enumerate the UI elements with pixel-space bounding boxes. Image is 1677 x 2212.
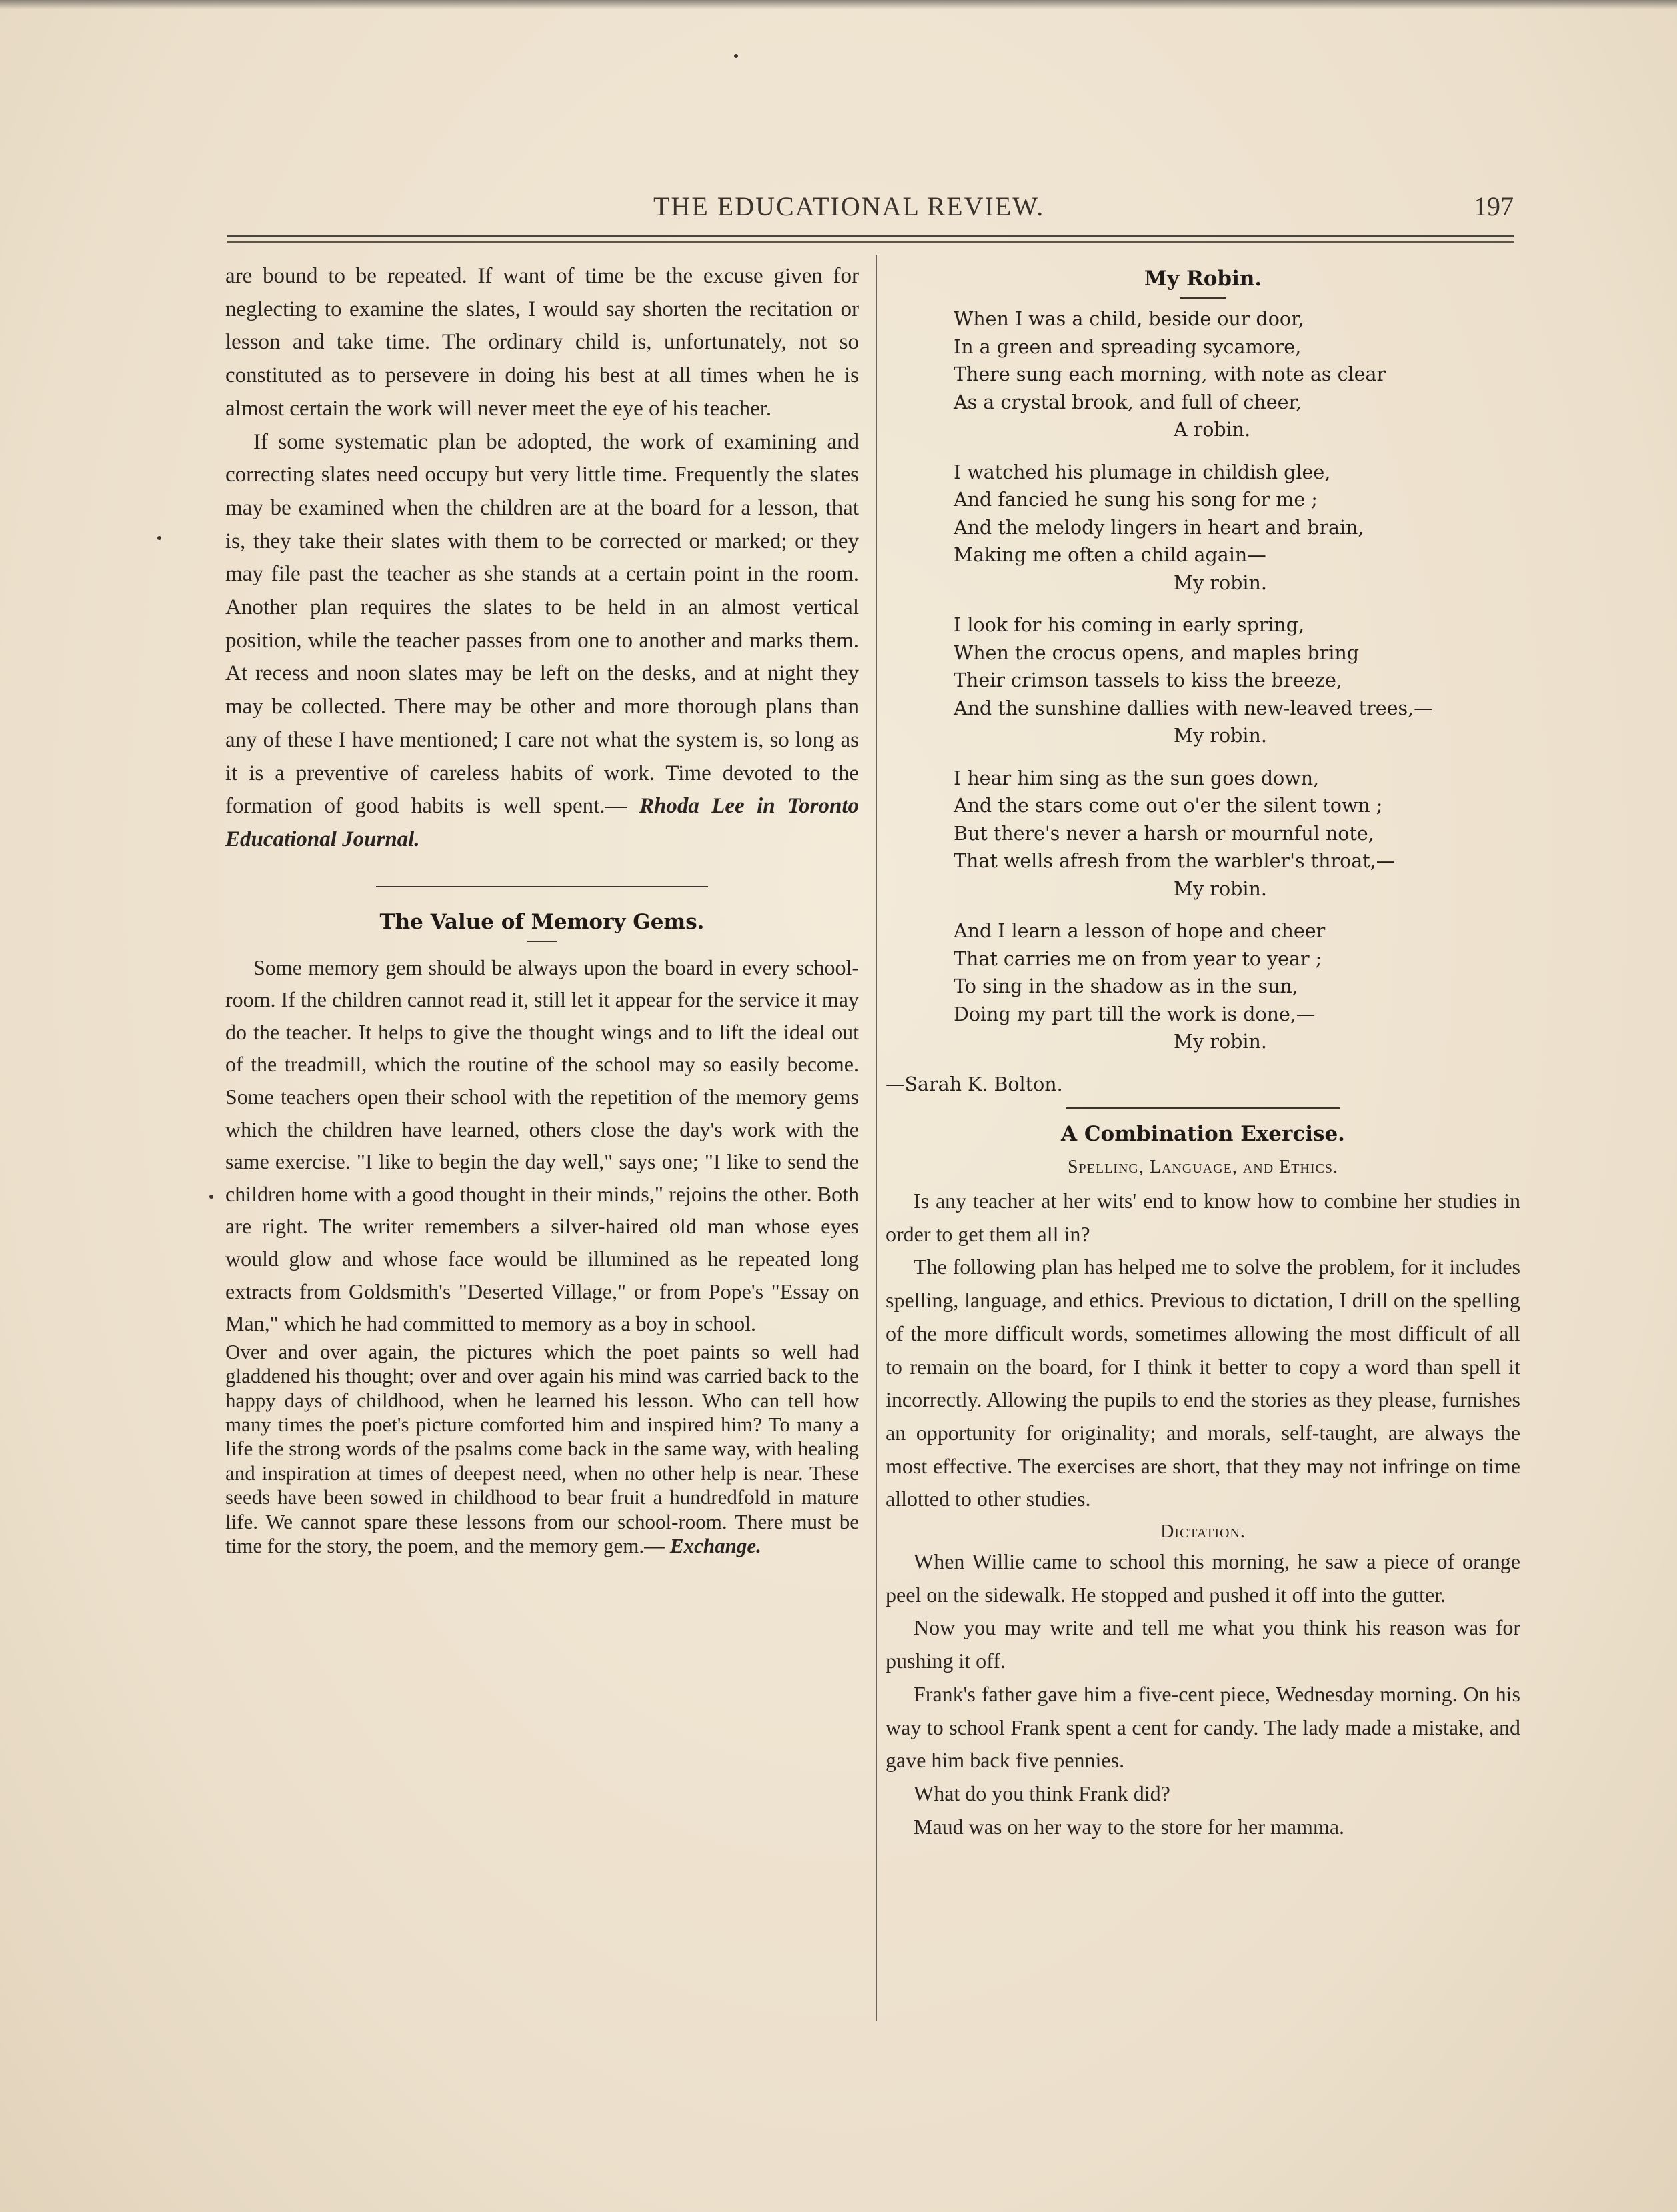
poem-line: And fancied he sung his song for me ; — [954, 489, 1318, 511]
poem-stanza — [954, 305, 1520, 444]
poem-line: When the crocus opens, and maples bring — [954, 641, 1359, 664]
paragraph-text: Over and over again, the pictures which the poet paints so well had gladdened his thought; over and over again his mind was carried back to the happy days of childhood, when he learned his lesson. Who can tell how many times the poet's picture comforted him and inspired him? To many a life the strong words of the psalms come back in the same way, with healing and inspiration at times of deepest need, when no other help is near. These seeds have been sowed in childhood to bear fruit a hundredfold in mature life. We cannot spare these lessons from our school-room. There must be time for the story, the poem, and the memory gem.— — [225, 1339, 859, 1558]
article-separator — [376, 886, 708, 887]
poem-line: To sing in the shadow as in the sun, — [954, 975, 1298, 997]
title-underline — [527, 941, 557, 942]
title-underline — [1180, 297, 1226, 299]
paragraph: The following plan has helped me to solve the problem, for it includes spelling, language, and ethics. Previous to dictation, I drill on the spelling of the more difficult words, sometimes allowing the most difficult of all to remain on the board, for I think it better to copy a word than spell it incorrectly. Allowing the pupils to end the stories as they please, furnishes an opportunity for originality; and morals, self-taught, are always the most effective. The exercises are short, that they may not infringe on time allotted to other studies. — [886, 1255, 1520, 1511]
poem-refrain: A robin. — [1174, 419, 1251, 441]
ink-speck — [734, 54, 738, 58]
poem-line: And the melody lingers in heart and brain, — [954, 516, 1364, 539]
poem-stanza — [954, 917, 1520, 1056]
exercise-subtitle: Spelling, Language, and Ethics. — [1067, 1157, 1339, 1177]
poem-refrain: My robin. — [1174, 877, 1267, 900]
paragraph: What do you think Frank did? — [914, 1781, 1170, 1805]
paragraph: Some memory gem should be always upon the board in every school-room. If the children cannot read it, still let it appear for the service it may do the teacher. It helps to give the thought wings and to lift the ideal out of the treadmill, which the routine of the school may so easily become. Some teachers open their school with the repetition of the memory gems which the children have learned, others close the day's work with the same exercise. "I like to begin the day well," says one; "I like to send the children home with a good thought in their minds," rejoins the other. Both are right. The writer remembers a silver-haired old man whose eyes would glow and whose face would be illumined as he repeated long extracts from Goldsmith's "Deserted Village," or from Pope's "Essay on Man," which he had committed to memory as a boy in school. — [225, 955, 859, 1336]
header-rule-top — [227, 235, 1514, 237]
citation: Exchange. — [669, 1534, 761, 1558]
poem-line: I watched his plumage in childish glee, — [954, 461, 1331, 483]
poem-line: Making me often a child again— — [954, 544, 1266, 566]
poem-line: That carries me on from year to year ; — [954, 947, 1322, 970]
paragraph — [225, 426, 859, 857]
poem-line: I hear him sing as the sun goes down, — [954, 767, 1320, 789]
article-title: The Value of Memory Gems. — [379, 909, 705, 934]
poem-line: As a crystal brook, and full of cheer, — [954, 391, 1302, 413]
combination-exercise — [886, 1185, 1520, 1843]
poem-line: There sung each morning, with note as clear — [954, 363, 1386, 385]
poem — [886, 305, 1520, 1056]
poem-refrain: My robin. — [1174, 571, 1267, 594]
ink-speck — [157, 536, 161, 540]
running-title: THE EDUCATIONAL REVIEW. — [653, 191, 1045, 221]
poem-line: In a green and spreading sycamore, — [954, 335, 1302, 358]
citation: Rhoda Lee in Toronto Educational Journal. — [225, 794, 859, 851]
poem-line: But there's never a harsh or mournful note, — [954, 822, 1374, 845]
poem-refrain: My robin. — [1174, 725, 1267, 747]
poem-author: —Sarah K. Bolton. — [886, 1073, 1063, 1095]
article-separator — [1066, 1107, 1340, 1109]
poem-line: When I was a child, beside our door, — [954, 308, 1304, 330]
left-column — [225, 260, 859, 1558]
poem-refrain: My robin. — [1174, 1031, 1267, 1053]
poem-stanza — [954, 611, 1520, 750]
paragraph-text: If some systematic plan be adopted, the work of examining and correcting slates need occupy but very little time. Frequently the slates may be examined when the children are at the board for a lesson, that is, they take their slates with them to be corrected or marked; or they may file past the teacher as she stands at a certain point in the room. Another plan requires the slates to be held in an almost vertical position, while the teacher passes from one to another and marks them. At recess and noon slates may be left on the desks, and at night they may be collected. There may be other and more thorough plans than any of these I have mentioned; I care not what the system is, so long as it is a preventive of careless habits of work. Time devoted to the formation of good habits is well spent.— — [225, 429, 859, 819]
poem-stanza — [954, 765, 1520, 903]
poem-line: And I learn a lesson of hope and cheer — [954, 920, 1326, 942]
paragraph: Frank's father gave him a five-cent piece, Wednesday morning. On his way to school Frank spent a cent for candy. The lady made a mistake, and gave him back five pennies. — [886, 1681, 1520, 1773]
right-column — [886, 260, 1520, 1843]
column-divider — [876, 255, 877, 2021]
poem-line: And the sunshine dallies with new-leaved trees,— — [954, 697, 1433, 719]
paragraph: Now you may write and tell me what you think his reason was for pushing it off. — [886, 1615, 1520, 1673]
page-number: 197 — [1474, 191, 1514, 221]
poem-line: Doing my part till the work is done,— — [954, 1003, 1316, 1025]
paragraph: Is any teacher at her wits' end to know how to combine her studies in order to get them all in? — [886, 1189, 1520, 1246]
dictation-heading: Dictation. — [1160, 1521, 1246, 1543]
page-top-edge — [0, 0, 1677, 9]
slate-article-continuation — [225, 260, 859, 857]
poem-line: I look for his coming in early spring, — [954, 614, 1305, 636]
exercise-title: A Combination Exercise. — [1061, 1122, 1345, 1146]
page-header — [227, 188, 1514, 228]
poem-line: That wells afresh from the warbler's throat,— — [954, 850, 1396, 872]
paragraph — [225, 1340, 859, 1559]
ink-speck — [209, 1195, 213, 1199]
paragraph: are bound to be repeated. If want of time be the excuse given for neglecting to examine the slates, I would say shorten the recitation or lesson and take time. The ordinary child is, unfortunately, not so constituted as to persevere in doing his best at all times when he is almost certain the work will never meet the eye of his teacher. — [225, 264, 859, 421]
paragraph: Maud was on her way to the store for her mamma. — [914, 1814, 1345, 1839]
header-rule-bottom — [227, 241, 1514, 243]
poem-stanza — [954, 459, 1520, 597]
memory-gems-article — [225, 951, 859, 1559]
paragraph: When Willie came to school this morning, he saw a piece of orange peel on the sidewalk. He stopped and pushed it off into the gutter. — [886, 1549, 1520, 1607]
poem-line: And the stars come out o'er the silent town ; — [954, 795, 1383, 817]
poem-line: Their crimson tassels to kiss the breeze, — [954, 669, 1342, 691]
poem-title: My Robin. — [1144, 267, 1262, 291]
